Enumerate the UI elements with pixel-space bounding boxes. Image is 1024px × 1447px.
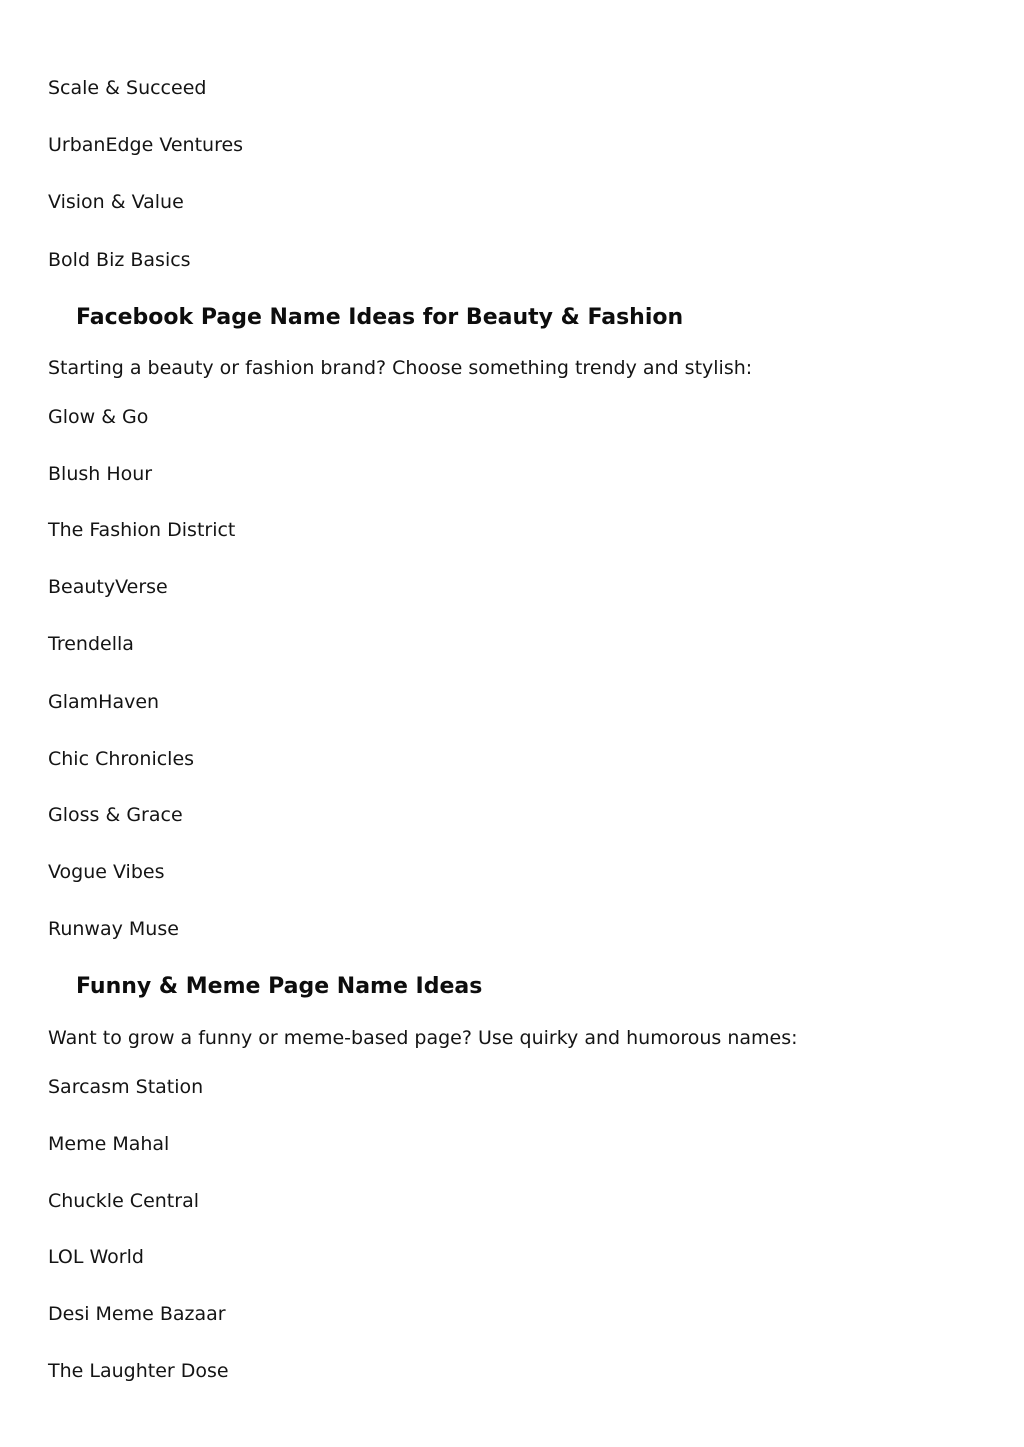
list-item: Trendella — [48, 633, 134, 655]
list-item: UrbanEdge Ventures — [48, 134, 244, 156]
list-item: GlamHaven — [48, 691, 160, 713]
list-item: Runway Muse — [48, 918, 179, 940]
list-item: Gloss & Grace — [48, 804, 183, 826]
beauty-section-intro: Starting a beauty or fashion brand? Choose something trendy and stylish: — [48, 357, 753, 379]
list-item: The Fashion District — [48, 519, 236, 541]
list-item: Vogue Vibes — [48, 861, 165, 883]
list-item: Sarcasm Station — [48, 1076, 204, 1098]
list-item: BeautyVerse — [48, 576, 168, 598]
list-item: Glow & Go — [48, 406, 149, 428]
list-item: Chuckle Central — [48, 1190, 199, 1212]
list-item: Vision & Value — [48, 191, 184, 213]
beauty-section-heading: Facebook Page Name Ideas for Beauty & Fashion — [76, 305, 684, 330]
list-item: Bold Biz Basics — [48, 249, 191, 271]
list-item: Scale & Succeed — [48, 77, 207, 99]
list-item: The Laughter Dose — [48, 1360, 229, 1382]
funny-section-intro: Want to grow a funny or meme-based page? Use quirky and humorous names: — [48, 1027, 798, 1049]
funny-section-heading: Funny & Meme Page Name Ideas — [76, 974, 483, 999]
list-item: Desi Meme Bazaar — [48, 1303, 226, 1325]
list-item: Chic Chronicles — [48, 748, 195, 770]
list-item: Meme Mahal — [48, 1133, 170, 1155]
list-item: Blush Hour — [48, 463, 153, 485]
list-item: LOL World — [48, 1246, 144, 1268]
